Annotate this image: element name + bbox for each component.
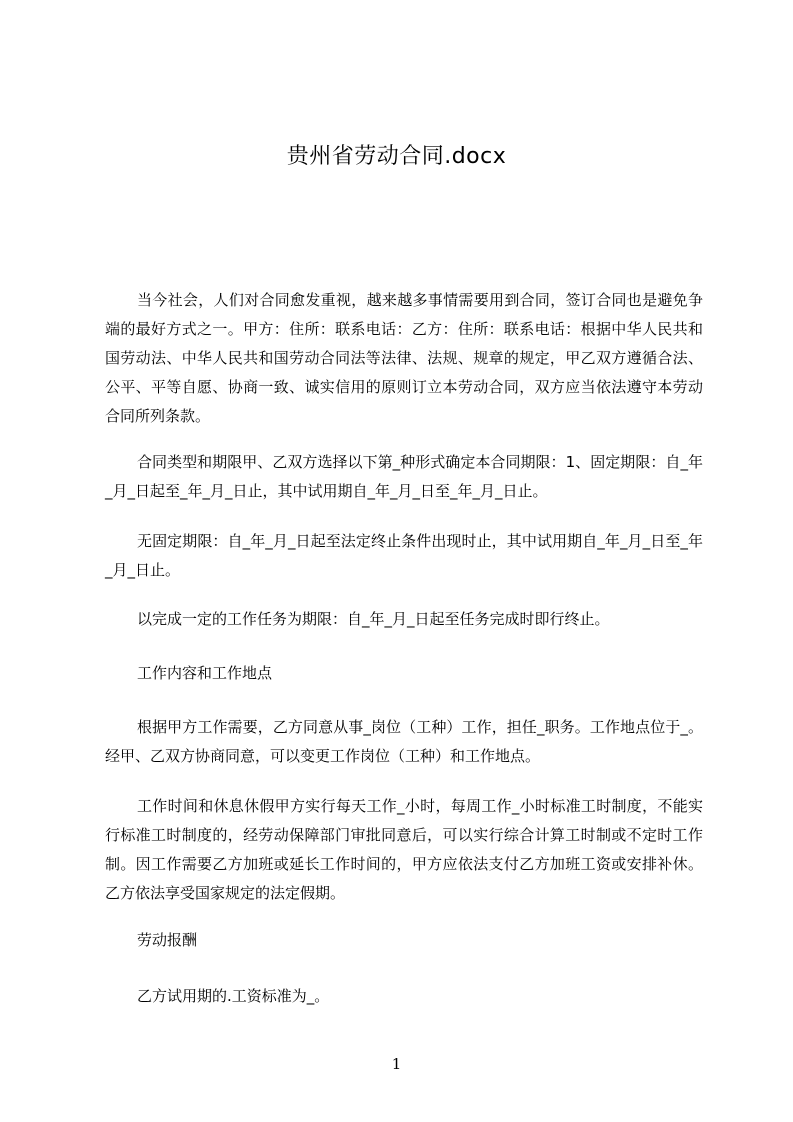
section-heading-remuneration: 劳动报酬 [137, 931, 198, 949]
paragraph-open-ended-term: 无固定期限：自_年_月_日起至法定终止条件出现时止，其中试用期自_年_月_日至_年_月_日止。 [105, 532, 703, 579]
paragraph-task-based-term: 以完成一定的工作任务为期限：自_年_月_日起至任务完成时即行终止。 [137, 610, 610, 628]
section-heading-work-content: 工作内容和工作地点 [137, 664, 273, 682]
paragraph-contract-type: 合同类型和期限甲、乙双方选择以下第_种形式确定本合同期限：1、固定期限：自_年_月_日起至_年_月_日止，其中试用期自_年_月_日至_年_月_日止。 [105, 453, 703, 500]
paragraph-intro: 当今社会，人们对合同愈发重视，越来越多事情需要用到合同，签订合同也是避免争端的最好方式之一。甲方：住所：联系电话：乙方：住所：联系电话：根据中华人民共和国劳动法、中华人民共和国劳动合同法等法律、法规、规章的规定，甲乙双方遵循合法、公平、平等自愿、协商一致、诚实信用的原则订立本劳动合同，双方应当依法遵守本劳动合同所列条款。 [105, 291, 703, 425]
document-title: 贵州省劳动合同.docx [286, 144, 507, 169]
page-number: 1 [391, 1055, 402, 1073]
paragraph-working-hours: 工作时间和休息休假甲方实行每天工作_小时，每周工作_小时标准工时制度，不能实行标准工时制度的，经劳动保障部门审批同意后，可以实行综合计算工时制或不定时工作制。因工作需要乙方加班或延长工作时间的，甲方应依法支付乙方加班工资或安排补休。乙方依法享受国家规定的法定假期。 [105, 797, 703, 902]
paragraph-probation-wage: 乙方试用期的.工资标准为_。 [137, 987, 330, 1005]
paragraph-work-content: 根据甲方工作需要，乙方同意从事_岗位（工种）工作，担任_职务。工作地点位于_。经甲、乙双方协商同意，可以变更工作岗位（工种）和工作地点。 [105, 718, 703, 765]
